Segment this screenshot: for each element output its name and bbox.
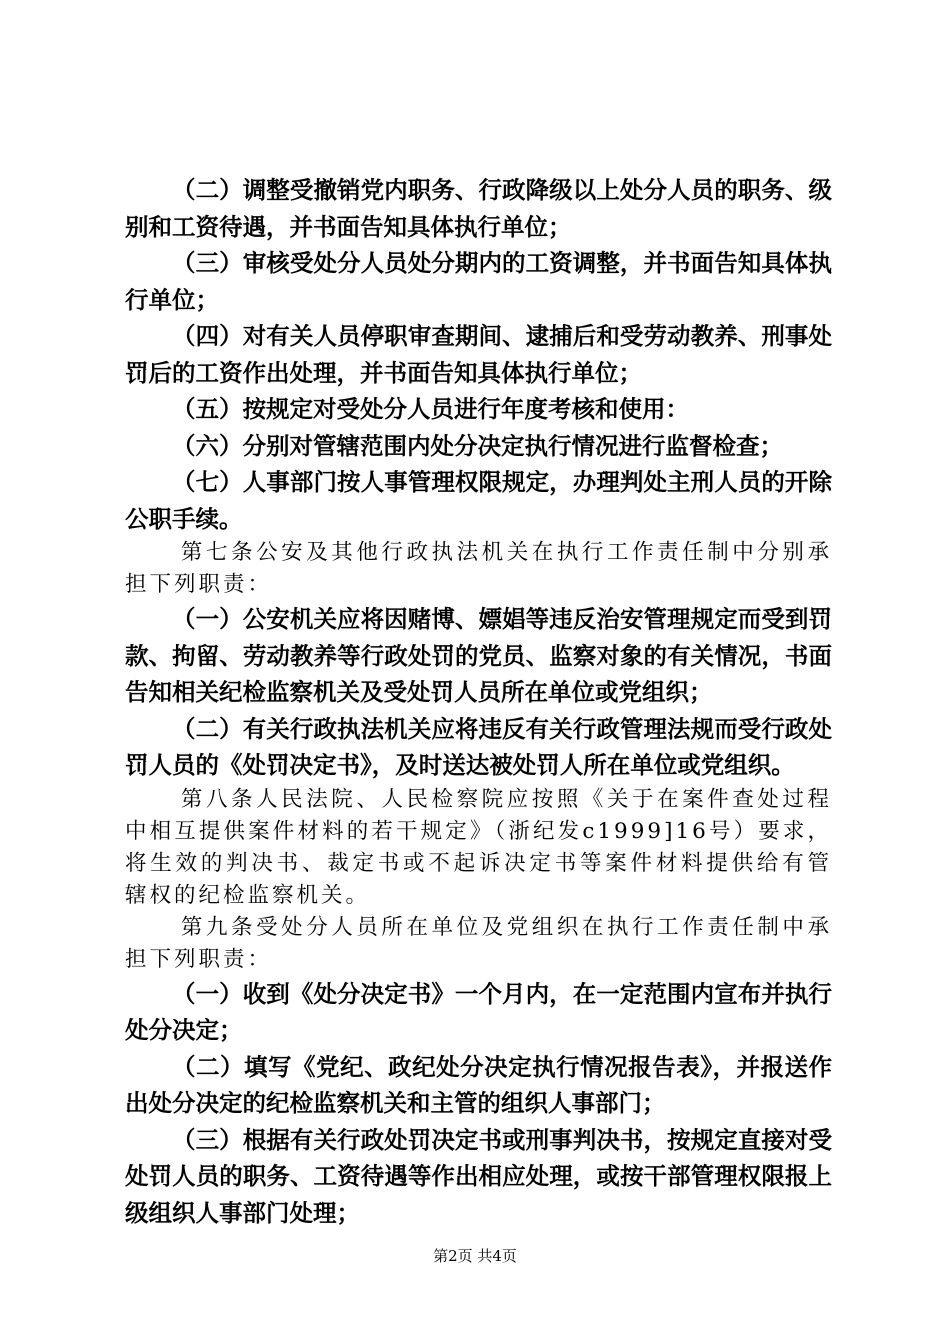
paragraph: （五）按规定对受处分人员进行年度考核和使用： bbox=[172, 395, 689, 423]
article-heading-paragraph: 第七条公安及其他行政执法机关在执行工作责任制中分别承担下列职责： bbox=[125, 540, 832, 597]
paragraph: （二）调整受撤销党内职务、行政降级以上处分人员的职务、级别和工资待遇，并书面告知具体执行单位； bbox=[125, 176, 832, 241]
paragraph: （三）审核受处分人员处分期内的工资调整，并书面告知具体执行单位； bbox=[125, 249, 832, 314]
paragraph: （六）分别对管辖范围内处分决定执行情况进行监督检查； bbox=[172, 431, 783, 460]
page-number-footer: 第2页 共4页 bbox=[433, 1247, 517, 1265]
document-body bbox=[125, 172, 832, 1231]
paragraph: （一）公安机关应将因赌博、嫖娼等违反治安管理规定而受到罚款、拘留、劳动教养等行政处罚的党员、监察对象的有关情况，书面告知相关纪检监察机关及受处罚人员所在单位或党组织； bbox=[125, 605, 832, 706]
article-heading-paragraph: 第九条受处分人员所在单位及党组织在执行工作责任制中承担下列职责： bbox=[125, 914, 832, 972]
paragraph: （二）填写《党纪、政纪处分决定执行情况报告表》，并报送作出处分决定的纪检监察机关和主管的组织人事部门； bbox=[125, 1052, 832, 1117]
paragraph: （三）根据有关行政处罚决定书或刑事判决书，按规定直接对受处罚人员的职务、工资待遇等作出相应处理，或按干部管理权限报上级组织人事部门处理； bbox=[125, 1125, 832, 1227]
paragraph: （四）对有关人员停职审查期间、逮捕后和受劳动教养、刑事处罚后的工资作出处理，并书面告知具体执行单位； bbox=[125, 322, 832, 387]
paragraph: （一）收到《处分决定书》一个月内，在一定范围内宣布并执行处分决定； bbox=[125, 979, 832, 1044]
paragraph: （七）人事部门按人事管理权限规定，办理判处主刑人员的开除公职手续。 bbox=[125, 468, 832, 533]
paragraph: （二）有关行政执法机关应将违反有关行政管理法规而受行政处罚人员的《处罚决定书》，及时送达被处罚人所在单位或党组织。 bbox=[125, 714, 832, 779]
article-heading-paragraph: 第八条人民法院、人民检察院应按照《关于在案件查处过程中相互提供案件材料的若干规定》（浙纪发c1999]16号）要求，将生效的判决书、裁定书或不起诉决定书等案件材料提供给有管辖权的纪检监察机关。 bbox=[125, 786, 832, 908]
